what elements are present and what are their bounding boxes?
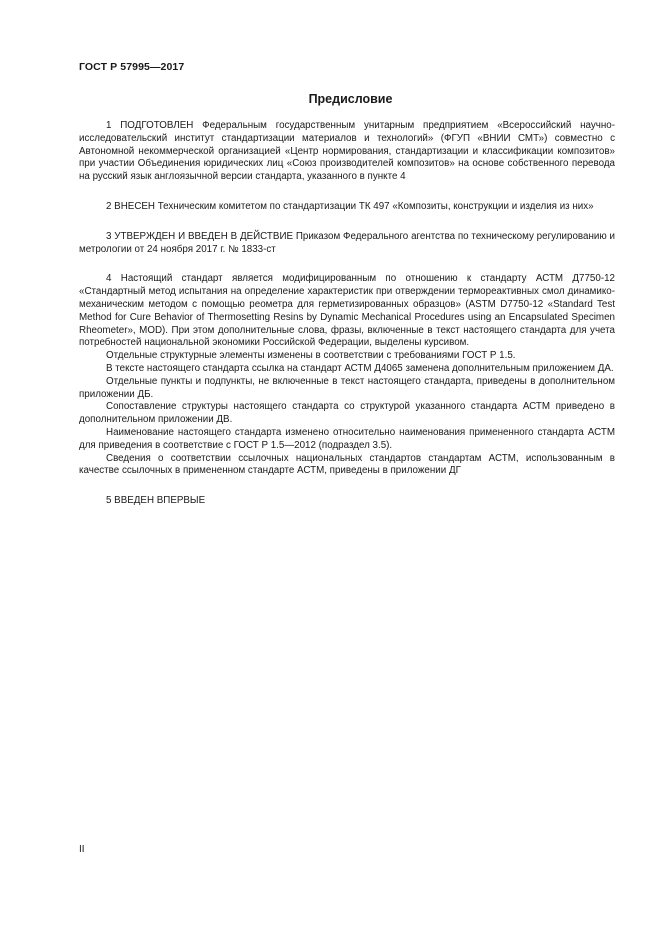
paragraph-item-4: 4 Настоящий стандарт является модифицированным по отношению к стандарту АСТМ Д7750-12 «Стандартный метод испытания на определение характеристик при отверждении термореактивных смол динамико-механическим методом с помощью реометра для герметизированных образцов» (ASTM D7750-12 «Standard Test Method for Cure Behavior of Thermosetting Resins by Dynamic Mechanical Procedures using an Encapsulated Specimen Rheometer», MOD). При этом дополнительные слова, фразы, включенные в текст настоящего стандарта для учета потребностей национальной экономики Российской Федерации, выделены курсивом. [79,273,615,349]
paragraph-reference-standards: Сведения о соответствии ссылочных национальных стандартов стандартам АСТМ, использованным в качестве ссылочных в примененном стандарте АСТМ, приведены в приложении ДГ [79,452,615,477]
paragraph-item-2: 2 ВНЕСЕН Техническим комитетом по стандартизации ТК 497 «Композиты, конструкции и изделия из них» [106,200,594,212]
paragraph-item-1: 1 ПОДГОТОВЛЕН Федеральным государственным унитарным предприятием «Всероссийский научно-исследовательский институт стандартизации материалов и технологий» (ФГУП «ВНИИ СМТ») совместно с Автономной некоммерческой организацией «Центр нормирования, стандартизации и классификации композитов» при участии Объединения юридических лиц «Союз производителей композитов» на основе собственного перевода на русский язык англоязычной версии стандарта, указанного в пункте 4 [79,120,615,183]
document-code: ГОСТ Р 57995—2017 [79,61,185,73]
paragraph-structure-comparison: Сопоставление структуры настоящего стандарта со структурой указанного стандарта АСТМ приведено в дополнительном приложении ДВ. [79,401,615,426]
page-number: II [79,844,85,855]
paragraph-structural-changes: Отдельные структурные элементы изменены в соответствии с требованиями ГОСТ Р 1.5. [106,350,516,362]
paragraph-item-3: 3 УТВЕРЖДЕН И ВВЕДЕН В ДЕЙСТВИЕ Приказом Федерального агентства по техническому регулированию и метрологии от 24 ноября 2017 г. № 1833-ст [79,230,615,255]
paragraph-title-change: Наименование настоящего стандарта изменено относительно наименования примененного стандарта АСТМ для приведения в соответствие с ГОСТ Р 1.5—2012 (подраздел 3.5). [79,426,615,451]
paragraph-reference-replacement: В тексте настоящего стандарта ссылка на стандарт АСТМ Д4065 заменена дополнительным приложением ДА. [106,362,614,374]
foreword-body [79,120,615,508]
paragraph-excluded-items: Отдельные пункты и подпункты, не включенные в текст настоящего стандарта, приведены в дополнительном приложении ДБ. [79,375,615,400]
page-title: Предисловие [308,92,393,106]
paragraph-item-5: 5 ВВЕДЕН ВПЕРВЫЕ [106,495,206,507]
